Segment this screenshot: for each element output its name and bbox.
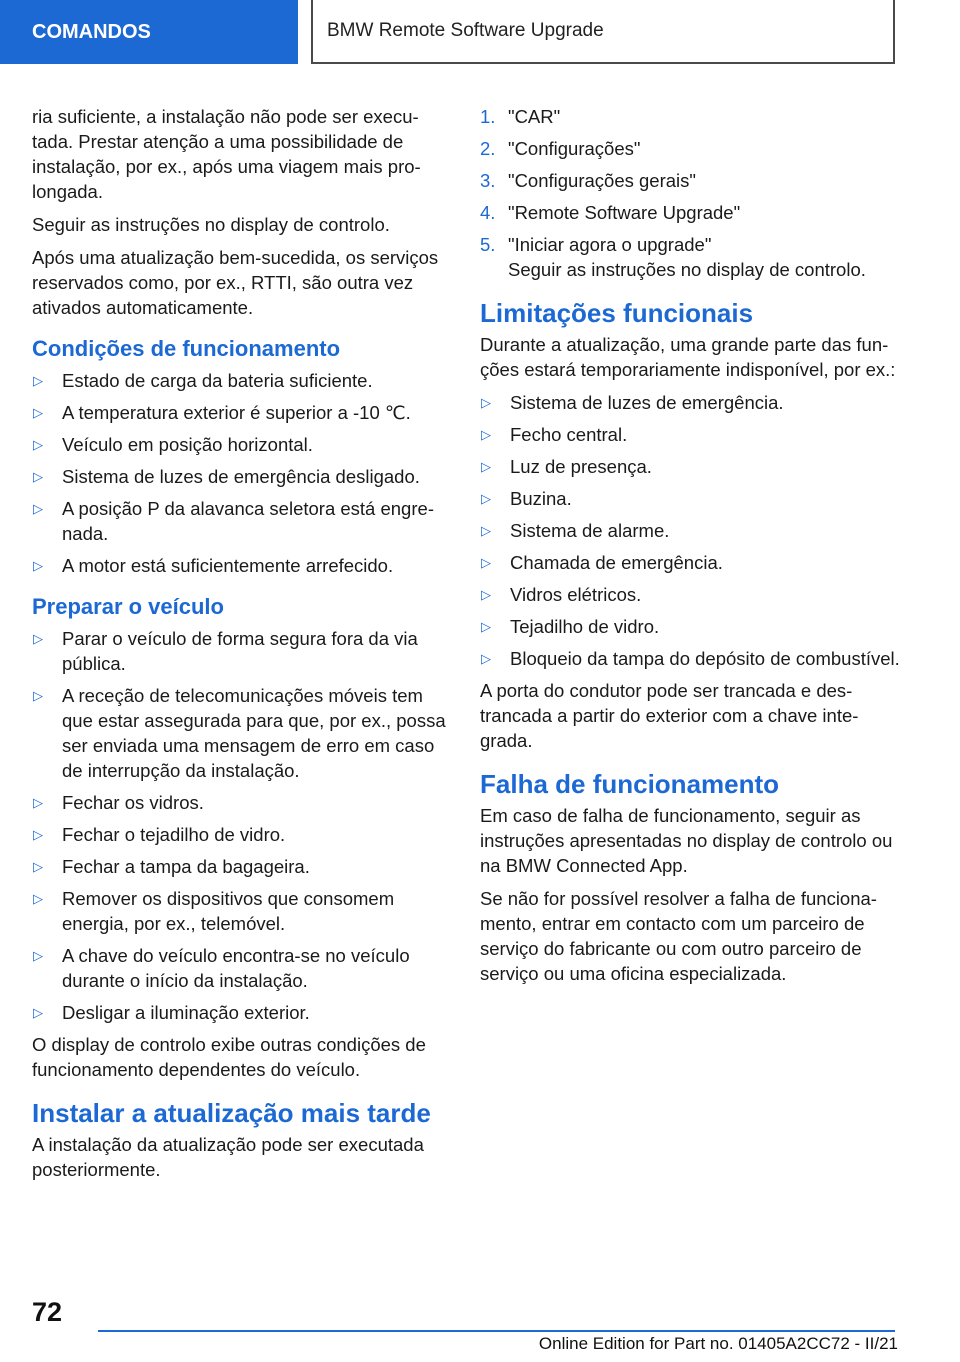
- step-item: 2. "Configurações": [480, 138, 641, 159]
- list-item: ▷ Sistema de luzes de emergência desligado.: [33, 466, 420, 487]
- list-item: ▷ Luz de presença.: [481, 456, 652, 477]
- paragraph: A porta do condutor pode ser trancada e destrancada a partir do exterior com a chave integrada.: [480, 680, 859, 751]
- triangle-bullet-icon: ▷: [481, 619, 491, 634]
- triangle-bullet-icon: ▷: [481, 395, 491, 410]
- list-item: ▷ A chave do veículo encontra-se no veículo durante o início da instalação.: [33, 945, 410, 991]
- list-item: ▷ A receção de telecomunicações móveis tem que estar assegurada para que, por ex., possa ser enviada uma mensagem de erro em caso de interrupção da instalação.: [33, 685, 446, 781]
- triangle-bullet-icon: ▷: [33, 501, 43, 516]
- triangle-bullet-icon: ▷: [33, 891, 43, 906]
- conditions-list: [32, 368, 452, 578]
- step-item: 3. "Configurações gerais": [480, 170, 696, 191]
- list-item: ▷ A temperatura exterior é superior a -10 ℃.: [33, 402, 411, 423]
- paragraph: Seguir as instruções no display de controlo.: [32, 214, 390, 235]
- paragraph: ria suficiente, a instalação não pode ser executada. Prestar atenção a uma possibilidade de instalação, por ex., após uma viagem mais prolongada.: [32, 106, 421, 202]
- list-item: ▷ Vidros elétricos.: [481, 584, 642, 605]
- triangle-bullet-icon: ▷: [33, 688, 43, 703]
- left-column: [32, 104, 452, 1190]
- triangle-bullet-icon: ▷: [481, 587, 491, 602]
- list-item: ▷ Sistema de alarme.: [481, 520, 670, 541]
- list-item: ▷ Estado de carga da bateria suficiente.: [33, 370, 373, 391]
- prepare-list: [32, 626, 452, 1025]
- step-note: Seguir as instruções no display de controlo.: [508, 259, 866, 280]
- triangle-bullet-icon: ▷: [33, 558, 43, 573]
- edition-text: Online Edition for Part no. 01405A2CC72 - II/21: [538, 1334, 898, 1353]
- paragraph: Durante a atualização, uma grande parte das funções estará temporariamente indisponível, por ex.:: [480, 334, 896, 380]
- list-item: ▷ Sistema de luzes de emergência.: [481, 392, 784, 413]
- install-later-heading: Instalar a atualização mais tarde: [32, 1098, 431, 1128]
- limitations-heading: Limitações funcionais: [480, 298, 754, 328]
- list-item: ▷ Fechar os vidros.: [33, 792, 204, 813]
- list-item: ▷ A posição P da alavanca seletora está engrenada.: [33, 498, 434, 544]
- triangle-bullet-icon: ▷: [33, 469, 43, 484]
- paragraph: Em caso de falha de funcionamento, seguir as instruções apresentadas no display de controlo ou na BMW Connected App.: [480, 805, 893, 876]
- list-item: ▷ Fechar a tampa da bagageira.: [33, 856, 310, 877]
- list-item: ▷ Remover os dispositivos que consomem energia, por ex., telemóvel.: [33, 888, 395, 934]
- list-item: ▷ Parar o veículo de forma segura fora da via pública.: [33, 628, 418, 674]
- step-item: 1. "CAR": [480, 106, 561, 127]
- list-item: ▷ Bloqueio da tampa do depósito de combustível.: [481, 648, 900, 669]
- paragraph: Após uma atualização bem-sucedida, os serviços reservados como, por ex., RTTI, são outra vez ativados automaticamente.: [32, 247, 439, 318]
- failure-heading: Falha de funcionamento: [480, 769, 780, 799]
- step-item: 5. "Iniciar agora o upgrade": [480, 234, 712, 255]
- list-item: ▷ A motor está suficientemente arrefecido.: [33, 555, 394, 576]
- triangle-bullet-icon: ▷: [33, 795, 43, 810]
- list-item: ▷ Tejadilho de vidro.: [481, 616, 660, 637]
- list-item: ▷ Veículo em posição horizontal.: [33, 434, 313, 455]
- steps-list: [480, 104, 900, 257]
- conditions-heading: Condições de funcionamento: [32, 336, 341, 361]
- triangle-bullet-icon: ▷: [33, 827, 43, 842]
- list-item: ▷ Chamada de emergência.: [481, 552, 723, 573]
- list-item: ▷ Buzina.: [481, 488, 572, 509]
- triangle-bullet-icon: ▷: [481, 523, 491, 538]
- triangle-bullet-icon: ▷: [481, 555, 491, 570]
- right-column: [480, 104, 900, 994]
- section-tab: COMANDOS: [0, 0, 298, 64]
- list-item: ▷ Fecho central.: [481, 424, 628, 445]
- triangle-bullet-icon: ▷: [481, 427, 491, 442]
- limitations-list: [480, 390, 900, 671]
- chapter-title: BMW Remote Software Upgrade: [311, 0, 895, 64]
- triangle-bullet-icon: ▷: [33, 948, 43, 963]
- footer-divider: [98, 1330, 895, 1332]
- triangle-bullet-icon: ▷: [33, 373, 43, 388]
- paragraph: Se não for possível resolver a falha de funcionamento, entrar em contacto com um parceiro de serviço do fabricante ou com outro parceiro de serviço ou uma oficina especializada.: [480, 888, 877, 984]
- triangle-bullet-icon: ▷: [481, 491, 491, 506]
- triangle-bullet-icon: ▷: [33, 631, 43, 646]
- triangle-bullet-icon: ▷: [33, 405, 43, 420]
- list-item: ▷ Desligar a iluminação exterior.: [33, 1002, 310, 1023]
- paragraph: O display de controlo exibe outras condições de funcionamento dependentes do veículo.: [32, 1034, 426, 1080]
- step-item: 4. "Remote Software Upgrade": [480, 202, 741, 223]
- triangle-bullet-icon: ▷: [481, 459, 491, 474]
- triangle-bullet-icon: ▷: [33, 859, 43, 874]
- prepare-heading: Preparar o veículo: [32, 594, 224, 619]
- list-item: ▷ Fechar o tejadilho de vidro.: [33, 824, 286, 845]
- triangle-bullet-icon: ▷: [33, 1005, 43, 1020]
- page-number: 72: [32, 1297, 63, 1327]
- page-header: [0, 0, 960, 66]
- triangle-bullet-icon: ▷: [481, 651, 491, 666]
- paragraph: A instalação da atualização pode ser executada posteriormente.: [32, 1134, 424, 1180]
- triangle-bullet-icon: ▷: [33, 437, 43, 452]
